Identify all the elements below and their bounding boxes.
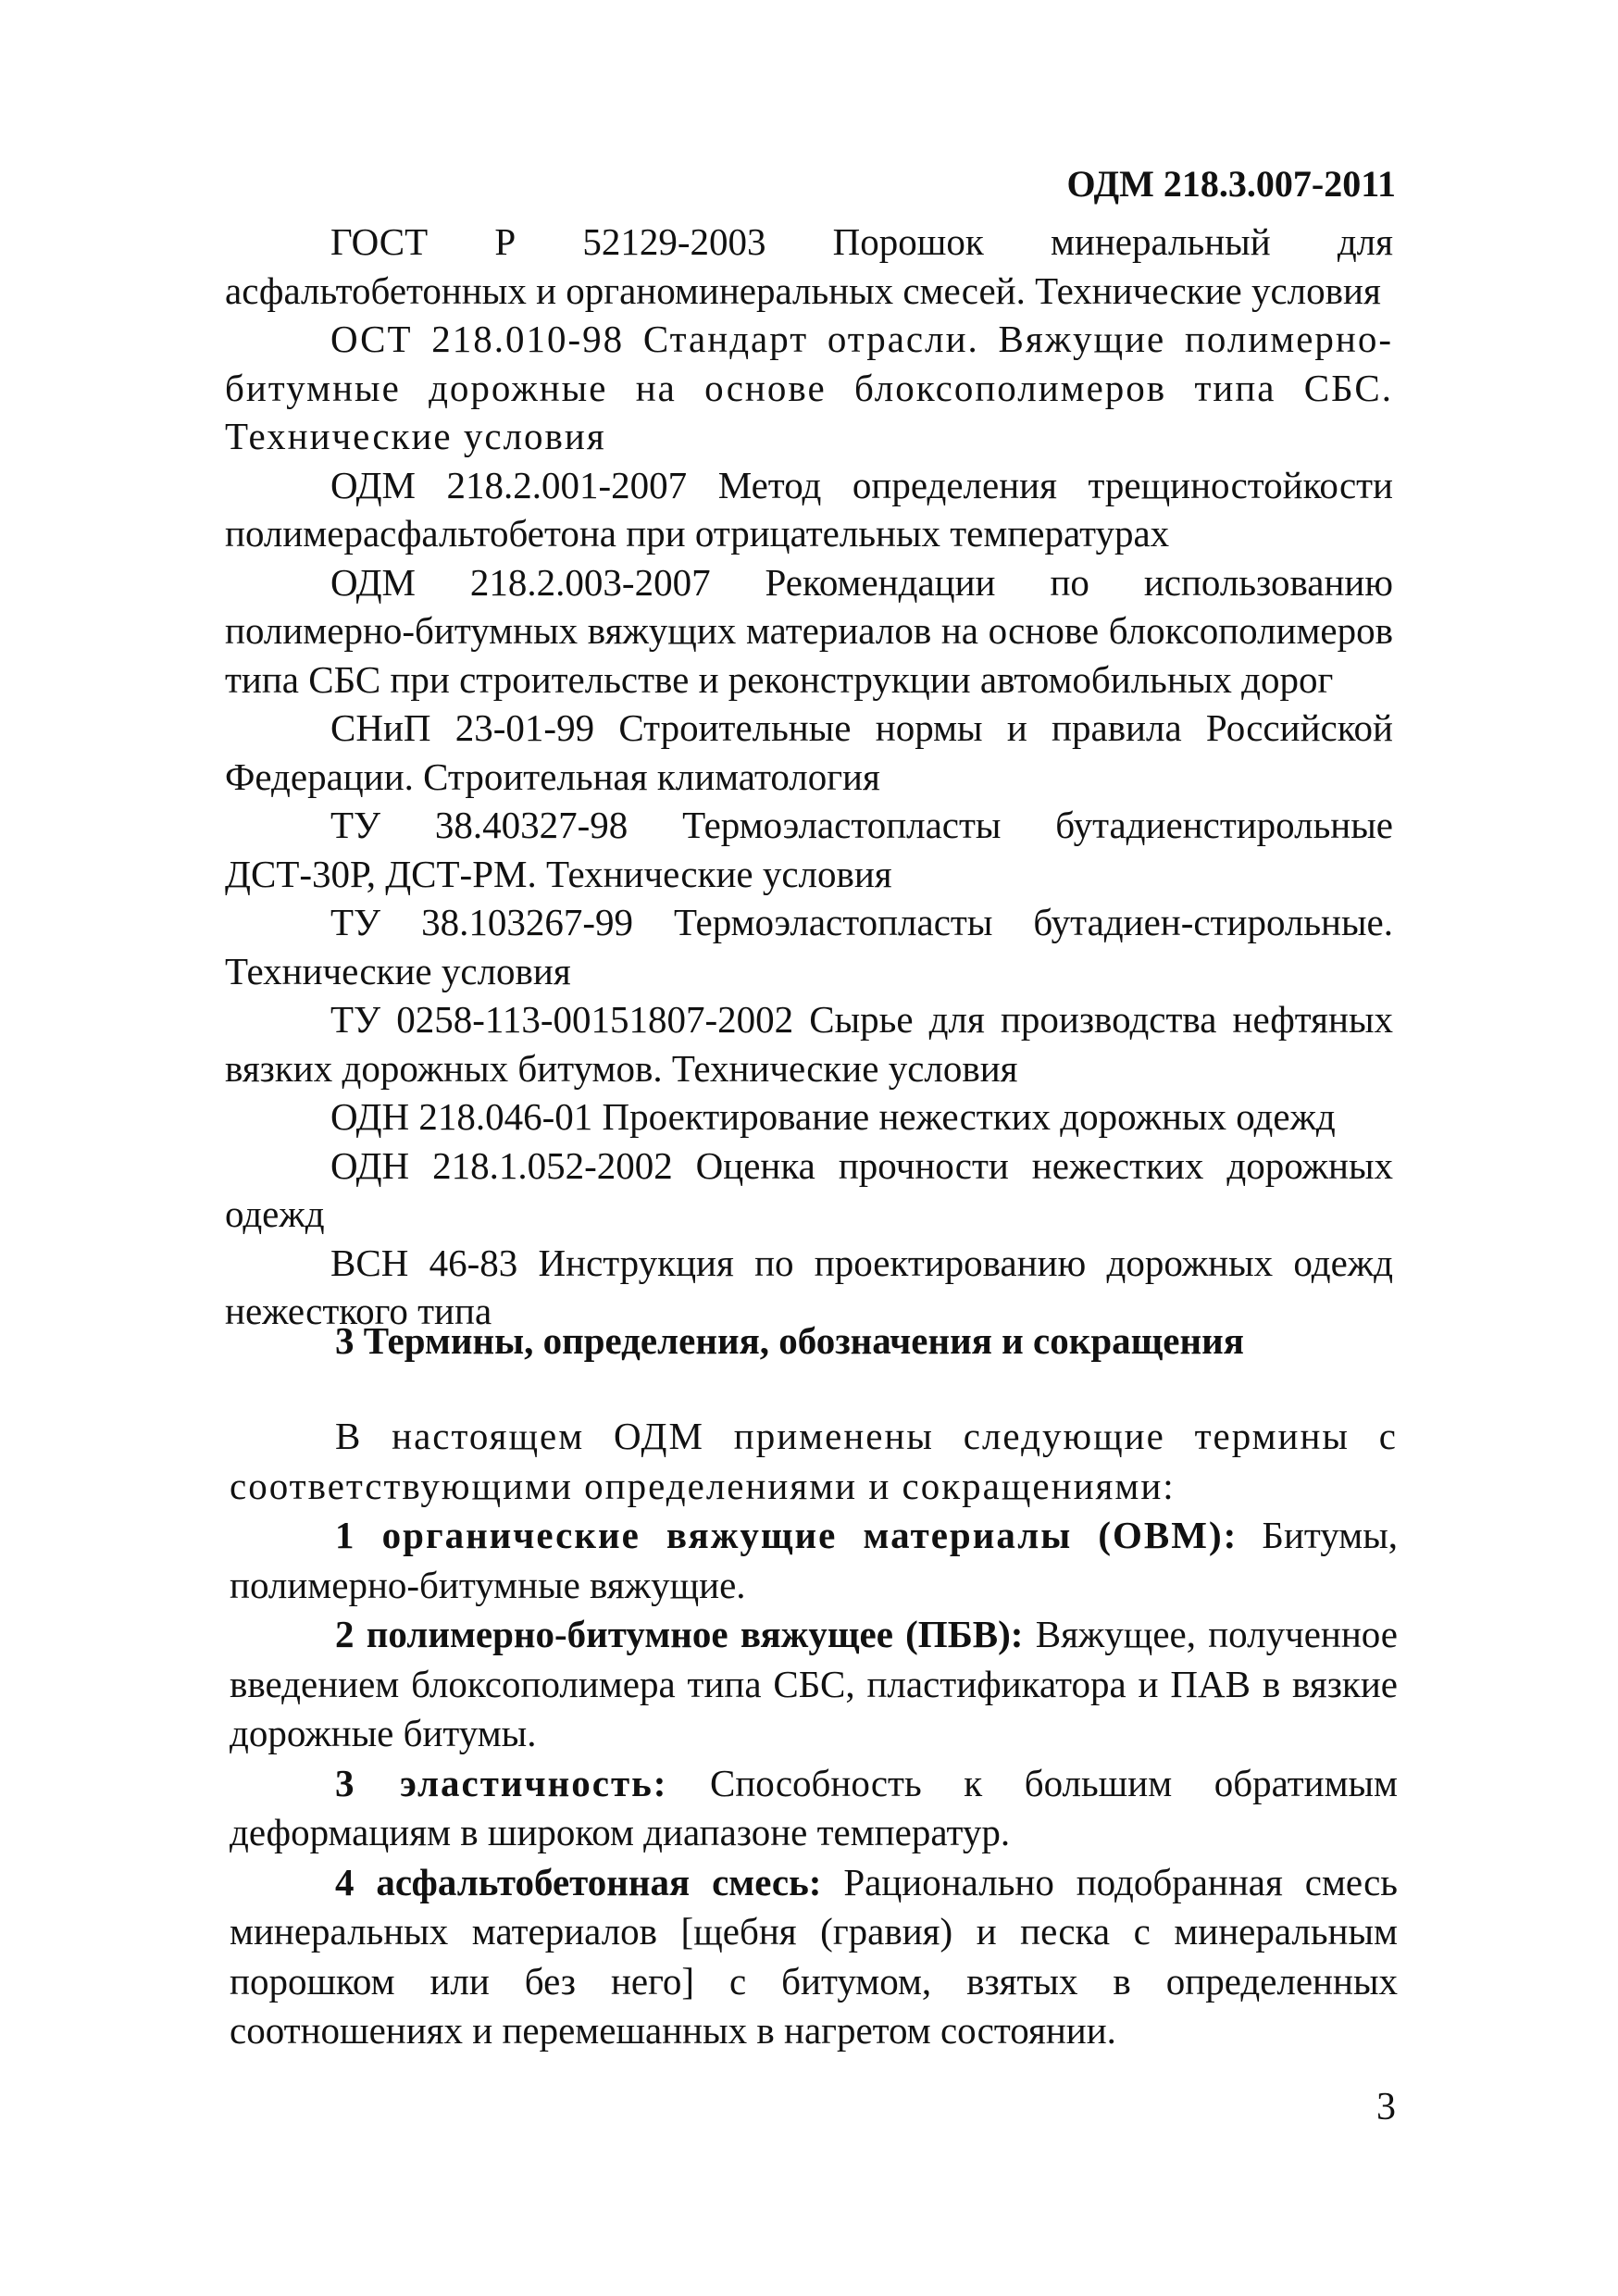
term-definition: Вяжущее, полученное введением блоксополимера типа СБС, пластификатора и ПАВ в вязкие дорожные битумы. — [230, 1613, 1399, 1754]
section-intro: В настоящем ОДМ применены следующие термины с соответствующими определениями и сокращениями: — [230, 1415, 1398, 1507]
reference-item: ОСТ 218.010-98 Стандарт отрасли. Вяжущие полимерно-битумные дорожные на основе блоксополимеров типа СБС. Технические условия — [225, 318, 1393, 457]
reference-item: ТУ 38.40327-98 Термоэластопласты бутадиенстирольные ДСТ-30Р, ДСТ-РМ. Технические условия — [225, 804, 1393, 895]
reference-item: ГОСТ Р 52129-2003 Порошок минеральный для асфальтобетонных и органоминеральных смесей. Технические условия — [225, 220, 1393, 312]
term-definition: Битумы, полимерно-битумные вяжущие. — [230, 1514, 1398, 1606]
term-name: 1 органические вяжущие материалы (ОВМ): — [335, 1514, 1238, 1556]
reference-item: ТУ 38.103267-99 Термоэластопласты бутадиен-стирольные. Технические условия — [225, 901, 1393, 992]
reference-item: ОДМ 218.2.001-2007 Метод определения трещиностойкости полимерасфальтобетона при отрицательных температурах — [225, 463, 1393, 555]
term-entry — [230, 1511, 1398, 1610]
reference-item: ОДН 218.1.052-2002 Оценка прочности нежестких дорожных одежд — [225, 1143, 1393, 1235]
reference-item: ВСН 46-83 Инструкция по проектированию дорожных одежд нежесткого типа — [225, 1241, 1393, 1332]
term-definition: Способность к большим обратимым деформациям в широком диапазоне температур. — [230, 1761, 1399, 1853]
terms-list — [230, 1412, 1398, 2056]
page-number: 3 — [1376, 2086, 1396, 2128]
term-entry — [230, 1858, 1398, 2056]
reference-item: ОДН 218.046-01 Проектирование нежестких дорожных одежд — [330, 1095, 1336, 1138]
term-name: 4 асфальтобетонная смесь: — [335, 1860, 822, 1903]
normative-references-list — [225, 218, 1393, 1336]
term-name: 3 эластичность: — [335, 1761, 668, 1804]
document-code-header: ОДМ 218.3.007-2011 — [1066, 163, 1396, 205]
term-entry — [230, 1610, 1398, 1759]
term-entry — [230, 1759, 1398, 1858]
reference-item: ОДМ 218.2.003-2007 Рекомендации по использованию полимерно-битумных вяжущих материалов на основе блоксополимеров типа СБС при строительстве и реконструкции автомобильных дорог — [225, 560, 1393, 701]
term-definition: Рационально подобранная смесь минеральных материалов [щебня (гравия) и песка с минеральным порошком или без него] с битумом, взятых в определенных соотношениях и перемешанных в нагретом состоянии. — [230, 1860, 1399, 2052]
section-heading: 3 Термины, определения, обозначения и сокращения — [335, 1319, 1244, 1362]
reference-item: ТУ 0258-113-00151807-2002 Сырье для производства нефтяных вязких дорожных битумов. Технические условия — [225, 998, 1393, 1090]
reference-item: СНиП 23-01-99 Строительные нормы и правила Российской Федерации. Строительная климатология — [225, 706, 1393, 798]
term-name: 2 полимерно-битумное вяжущее (ПБВ): — [335, 1613, 1024, 1655]
